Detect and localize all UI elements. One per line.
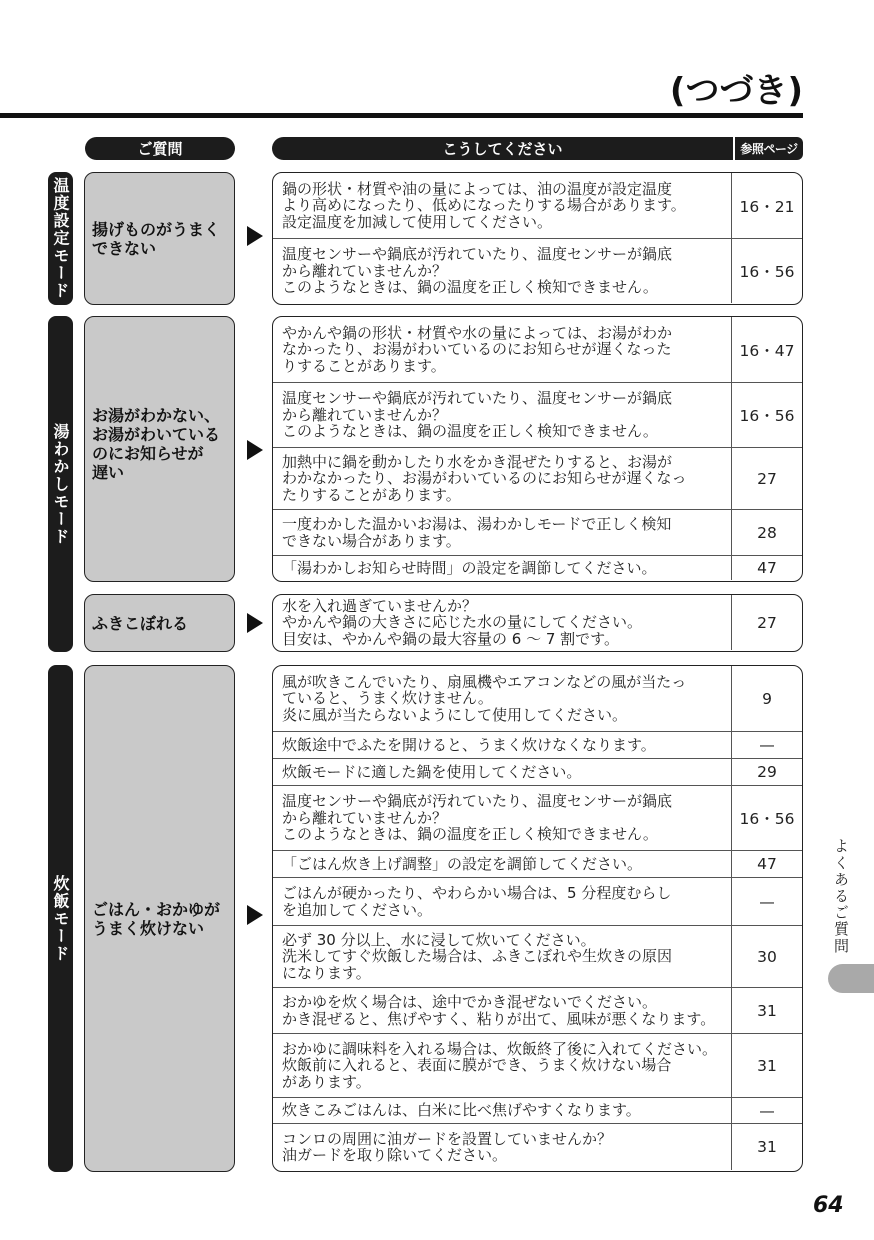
answer-cell [273,786,731,850]
answer-cell [273,759,731,785]
reference-page: 16・56 [731,786,802,850]
answer-cell [273,1098,731,1123]
answer-cell [273,317,731,382]
question-box [84,316,235,582]
question-box [84,172,235,305]
reference-page: 47 [731,556,802,580]
answer-cell [273,595,731,650]
reference-page: 16・56 [731,239,802,303]
mode-label-rice [48,665,73,1172]
answer-row [273,509,802,555]
answer-text: 一度わかした温かいお湯は、湯わかしモードで正しく検知 できない場合があります。 [282,515,672,550]
reference-page: 29 [731,759,802,785]
answer-row [273,317,802,382]
answer-row [273,238,802,303]
page-title: (つづき) [669,71,803,111]
side-index-label: よくあるご質問 [832,838,850,955]
answer-cell [273,448,731,509]
question-text: ふきこぼれる [92,613,189,633]
answer-cell [273,988,731,1033]
answer-cell [273,173,731,238]
answer-text: 加熱中に鍋を動かしたり水をかき混ぜたりすると、お湯が わかなかったり、お湯がわいているのにお知らせが遅くなっ たりすることがあります。 [282,452,687,504]
reference-page: 30 [731,926,802,987]
question-text: ごはん・おかゆが うまく炊けない [92,899,221,938]
answer-group [272,594,803,652]
answer-text: 水を入れ過ぎていませんか？ やかんや鍋の大きさに応じた水の量にしてください。 目安は、やかんや鍋の最大容量の 6 ～ 7 割です。 [282,596,643,648]
answer-text: 温度センサーや鍋底が汚れていたり、温度センサーが鍋底 から離れていませんか？ このようなときは、鍋の温度を正しく検知できません。 [282,245,673,297]
answer-cell [273,666,731,731]
side-index-tab [828,964,874,993]
page-number: 64 [813,1193,844,1218]
mode-label-boiling [48,316,73,652]
reference-page: 16・21 [731,173,802,238]
reference-page: 27 [731,448,802,509]
answer-row [273,731,802,758]
header-question-label: ご質問 [85,137,235,160]
answer-cell [273,1124,731,1170]
reference-page: 16・47 [731,317,802,382]
question-text: お湯がわかない、 お湯がわいている のにお知らせが 遅い [92,406,221,482]
reference-page: — [731,878,802,925]
question-box [84,665,235,1172]
answer-row [273,173,802,238]
answer-row [273,877,802,925]
answer-group [272,172,803,305]
reference-page: 27 [731,595,802,650]
reference-page: 28 [731,510,802,555]
answer-cell [273,851,731,877]
answer-row [273,555,802,580]
reference-page: 31 [731,988,802,1033]
arrow-icon [247,905,263,925]
answer-text: やかんや鍋の形状・材質や水の量によっては、お湯がわか なかったり、お湯がわいているのにお知らせが遅くなった りすることがあります。 [282,323,673,375]
answer-row [273,987,802,1033]
mode-label-text: 温度設定モード [51,177,70,300]
answer-row [273,595,802,650]
answer-group [272,665,803,1172]
reference-page: 9 [731,666,802,731]
answer-text: 温度センサーや鍋底が汚れていたり、温度センサーが鍋底 から離れていませんか？ このようなときは、鍋の温度を正しく検知できません。 [282,792,673,844]
answer-cell [273,926,731,987]
answer-text: 風が吹きこんでいたり、扇風機やエアコンなどの風が当たっ ていると、うまく炊けません。 炎に風が当たらないようにして使用してください。 [282,672,687,724]
answer-text: 温度センサーや鍋底が汚れていたり、温度センサーが鍋底 から離れていませんか？ このようなときは、鍋の温度を正しく検知できません。 [282,389,673,441]
answer-text: 炊飯途中でふたを開けると、うまく炊けなくなります。 [282,735,656,754]
answer-group [272,316,803,582]
question-box [84,594,235,652]
answer-cell [273,732,731,758]
answer-row [273,1123,802,1170]
answer-text: 「ごはん炊き上げ調整」の設定を調節してください。 [282,854,643,873]
answer-row [273,758,802,785]
header-reference-label: 参照ページ [735,137,803,160]
answer-cell [273,510,731,555]
header-answer-label: こうしてください [272,137,733,160]
arrow-icon [247,226,263,246]
answer-text: 鍋の形状・材質や油の量によっては、油の温度が設定温度 より高めになったり、低めになったりする場合があります。 設定温度を加減して使用してください。 [282,179,686,231]
arrow-icon [247,613,263,633]
question-text: 揚げものがうまく できない [92,219,221,258]
answer-row [273,666,802,731]
mode-label-text: 炊飯モード [51,874,70,963]
answer-text: 炊きこみごはんは、白米に比べ焦げやすくなります。 [282,1101,641,1120]
answer-row [273,382,802,447]
answer-cell [273,1034,731,1097]
answer-row [273,1033,802,1097]
answer-cell [273,239,731,303]
answer-text: おかゆを炊く場合は、途中でかき混ぜないでください。 かき混ぜると、焦げやすく、粘りが出て、風味が悪くなります。 [282,993,716,1028]
answer-cell [273,556,731,580]
answer-row [273,925,802,987]
answer-cell [273,878,731,925]
answer-text: 「湯わかしお知らせ時間」の設定を調節してください。 [282,558,657,577]
title-rule [0,113,803,118]
answer-row [273,850,802,877]
reference-page: 16・56 [731,383,802,447]
mode-label-text: 湯わかしモード [51,422,70,546]
answer-row [273,785,802,850]
answer-row [273,1097,802,1123]
answer-text: 必ず 30 分以上、水に浸して炊いてください。 洗米してすぐ炊飯した場合は、ふきこぼれや生炊きの原因 になります。 [282,930,673,982]
answer-text: おかゆに調味料を入れる場合は、炊飯終了後に入れてください。 炊飯前に入れると、表面に膜ができ、うまく炊けない場合 があります。 [282,1039,718,1091]
answer-row [273,447,802,509]
reference-page: 31 [731,1124,802,1170]
arrow-icon [247,440,263,460]
reference-page: 31 [731,1034,802,1097]
mode-label-temperature [48,172,73,305]
answer-text: コンロの周囲に油ガードを設置していませんか？ 油ガードを取り除いてください。 [282,1129,613,1164]
reference-page: — [731,732,802,758]
answer-text: ごはんが硬かったり、やわらかい場合は、5 分程度むらし を追加してください。 [282,884,672,919]
answer-cell [273,383,731,447]
reference-page: — [731,1098,802,1123]
reference-page: 47 [731,851,802,877]
answer-text: 炊飯モードに適した鍋を使用してください。 [282,762,582,781]
